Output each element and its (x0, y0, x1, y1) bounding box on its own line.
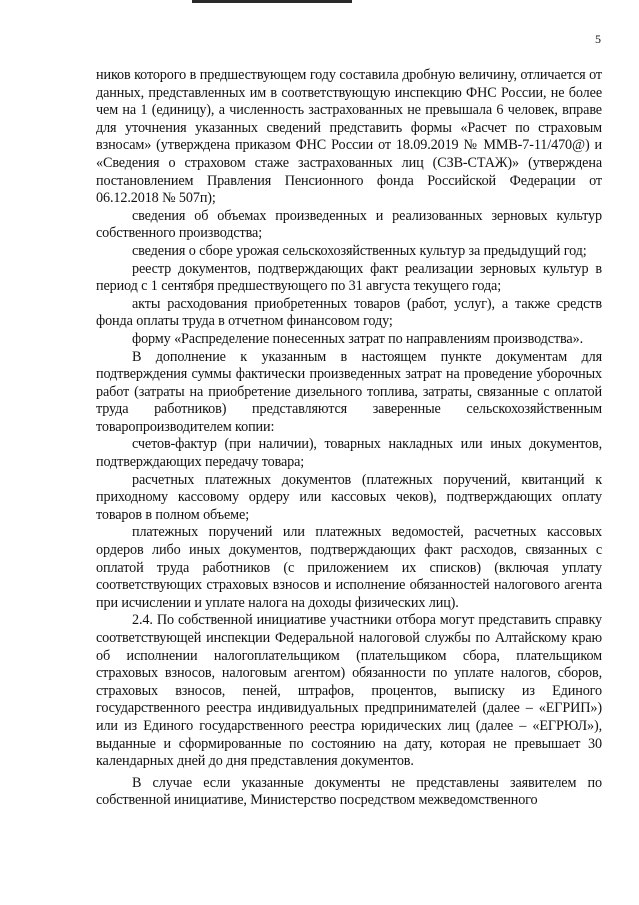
paragraph-clause-2-4: 2.4. По собственной инициативе участники отбора могут представить справку соответствующей инспекции Федеральной налоговой службы по Алтайскому краю об исполнении налогоплательщиком (плательщиком сбора, плательщиком страховых взносов, налоговым агентом) обязанности по уплате налогов, сборов, страховых взносов, пеней, штрафов, процентов, выписку из Единого государственного реестра индивидуальных предпринимателей (далее – «ЕГРИП») или из Единого государственного реестра юридических лиц (далее – «ЕГРЮЛ»), выданные и сформированные по состоянию на дату, которая не превышает 30 календарных дней до дня представления документов. (96, 612, 602, 770)
paragraph-expense-acts: акты расходования приобретенных товаров (работ, услуг), а также средств фонда оплаты труда в отчетном финансовом году; (96, 295, 602, 330)
paragraph-invoices: счетов-фактур (при наличии), товарных накладных или иных документов, подтверждающих передачу товара; (96, 436, 602, 471)
paragraph-registry: реестр документов, подтверждающих факт реализации зерновых культур в период с 1 сентября предшествующего по 31 августа текущего года; (96, 260, 602, 295)
paragraph-payroll: платежных поручений или платежных ведомостей, расчетных кассовых ордеров либо иных документов, подтверждающих факт расходов, связанных с оплатой труда работников (с приложением их списков) (включая уплату соответствующих страховых взносов и исполнение обязанностей налогового агента при исчислении и уплате налога на доходы физических лиц). (96, 524, 602, 611)
paragraph-grain-volumes: сведения об объемах произведенных и реализованных зерновых культур собственного производства; (96, 207, 602, 242)
page-number: 5 (595, 32, 601, 46)
paragraph-cost-form: форму «Распределение понесенных затрат по направлениям производства». (132, 330, 584, 347)
paragraph-harvest: сведения о сборе урожая сельскохозяйственных культур за предыдущий год; (132, 242, 587, 259)
paragraph-continuation: ников которого в предшествующем году составила дробную величину, отличается от данных, представленных им в соответствующую инспекцию ФНС России, не более чем на 1 (единицу), а численность застрахованных не превышала 6 человек, вправе для уточнения указанных сведений представить формы «Расчет по страховым взносам» (утверждена приказом ФНС России от 18.09.2019 № ММВ-7-11/470@) и «Сведения о страховом стаже застрахованных лиц (СЗВ-СТАЖ)» (утверждена постановлением Правления Пенсионного фонда Российской Федерации от 06.12.2018 № 507п); (96, 67, 602, 207)
paragraph-payment-docs: расчетных платежных документов (платежных поручений, квитанций к приходному кассовому ордеру или кассовых чеков), подтверждающих оплату товаров в полном объеме; (96, 471, 602, 523)
document-body (96, 67, 602, 810)
paragraph-additional-docs: В дополнение к указанным в настоящем пункте документам для подтверждения суммы фактически произведенных затрат на проведение уборочных работ (затраты на приобретение дизельного топлива, затраты, связанные с оплатой труда работников) представляются заверенные сельскохозяйственным товаропроизводителем копии: (96, 348, 602, 435)
scan-edge-line (192, 0, 352, 3)
paragraph-not-submitted: В случае если указанные документы не представлены заявителем по собственной инициативе, Министерство посредством межведомственного (96, 774, 602, 809)
